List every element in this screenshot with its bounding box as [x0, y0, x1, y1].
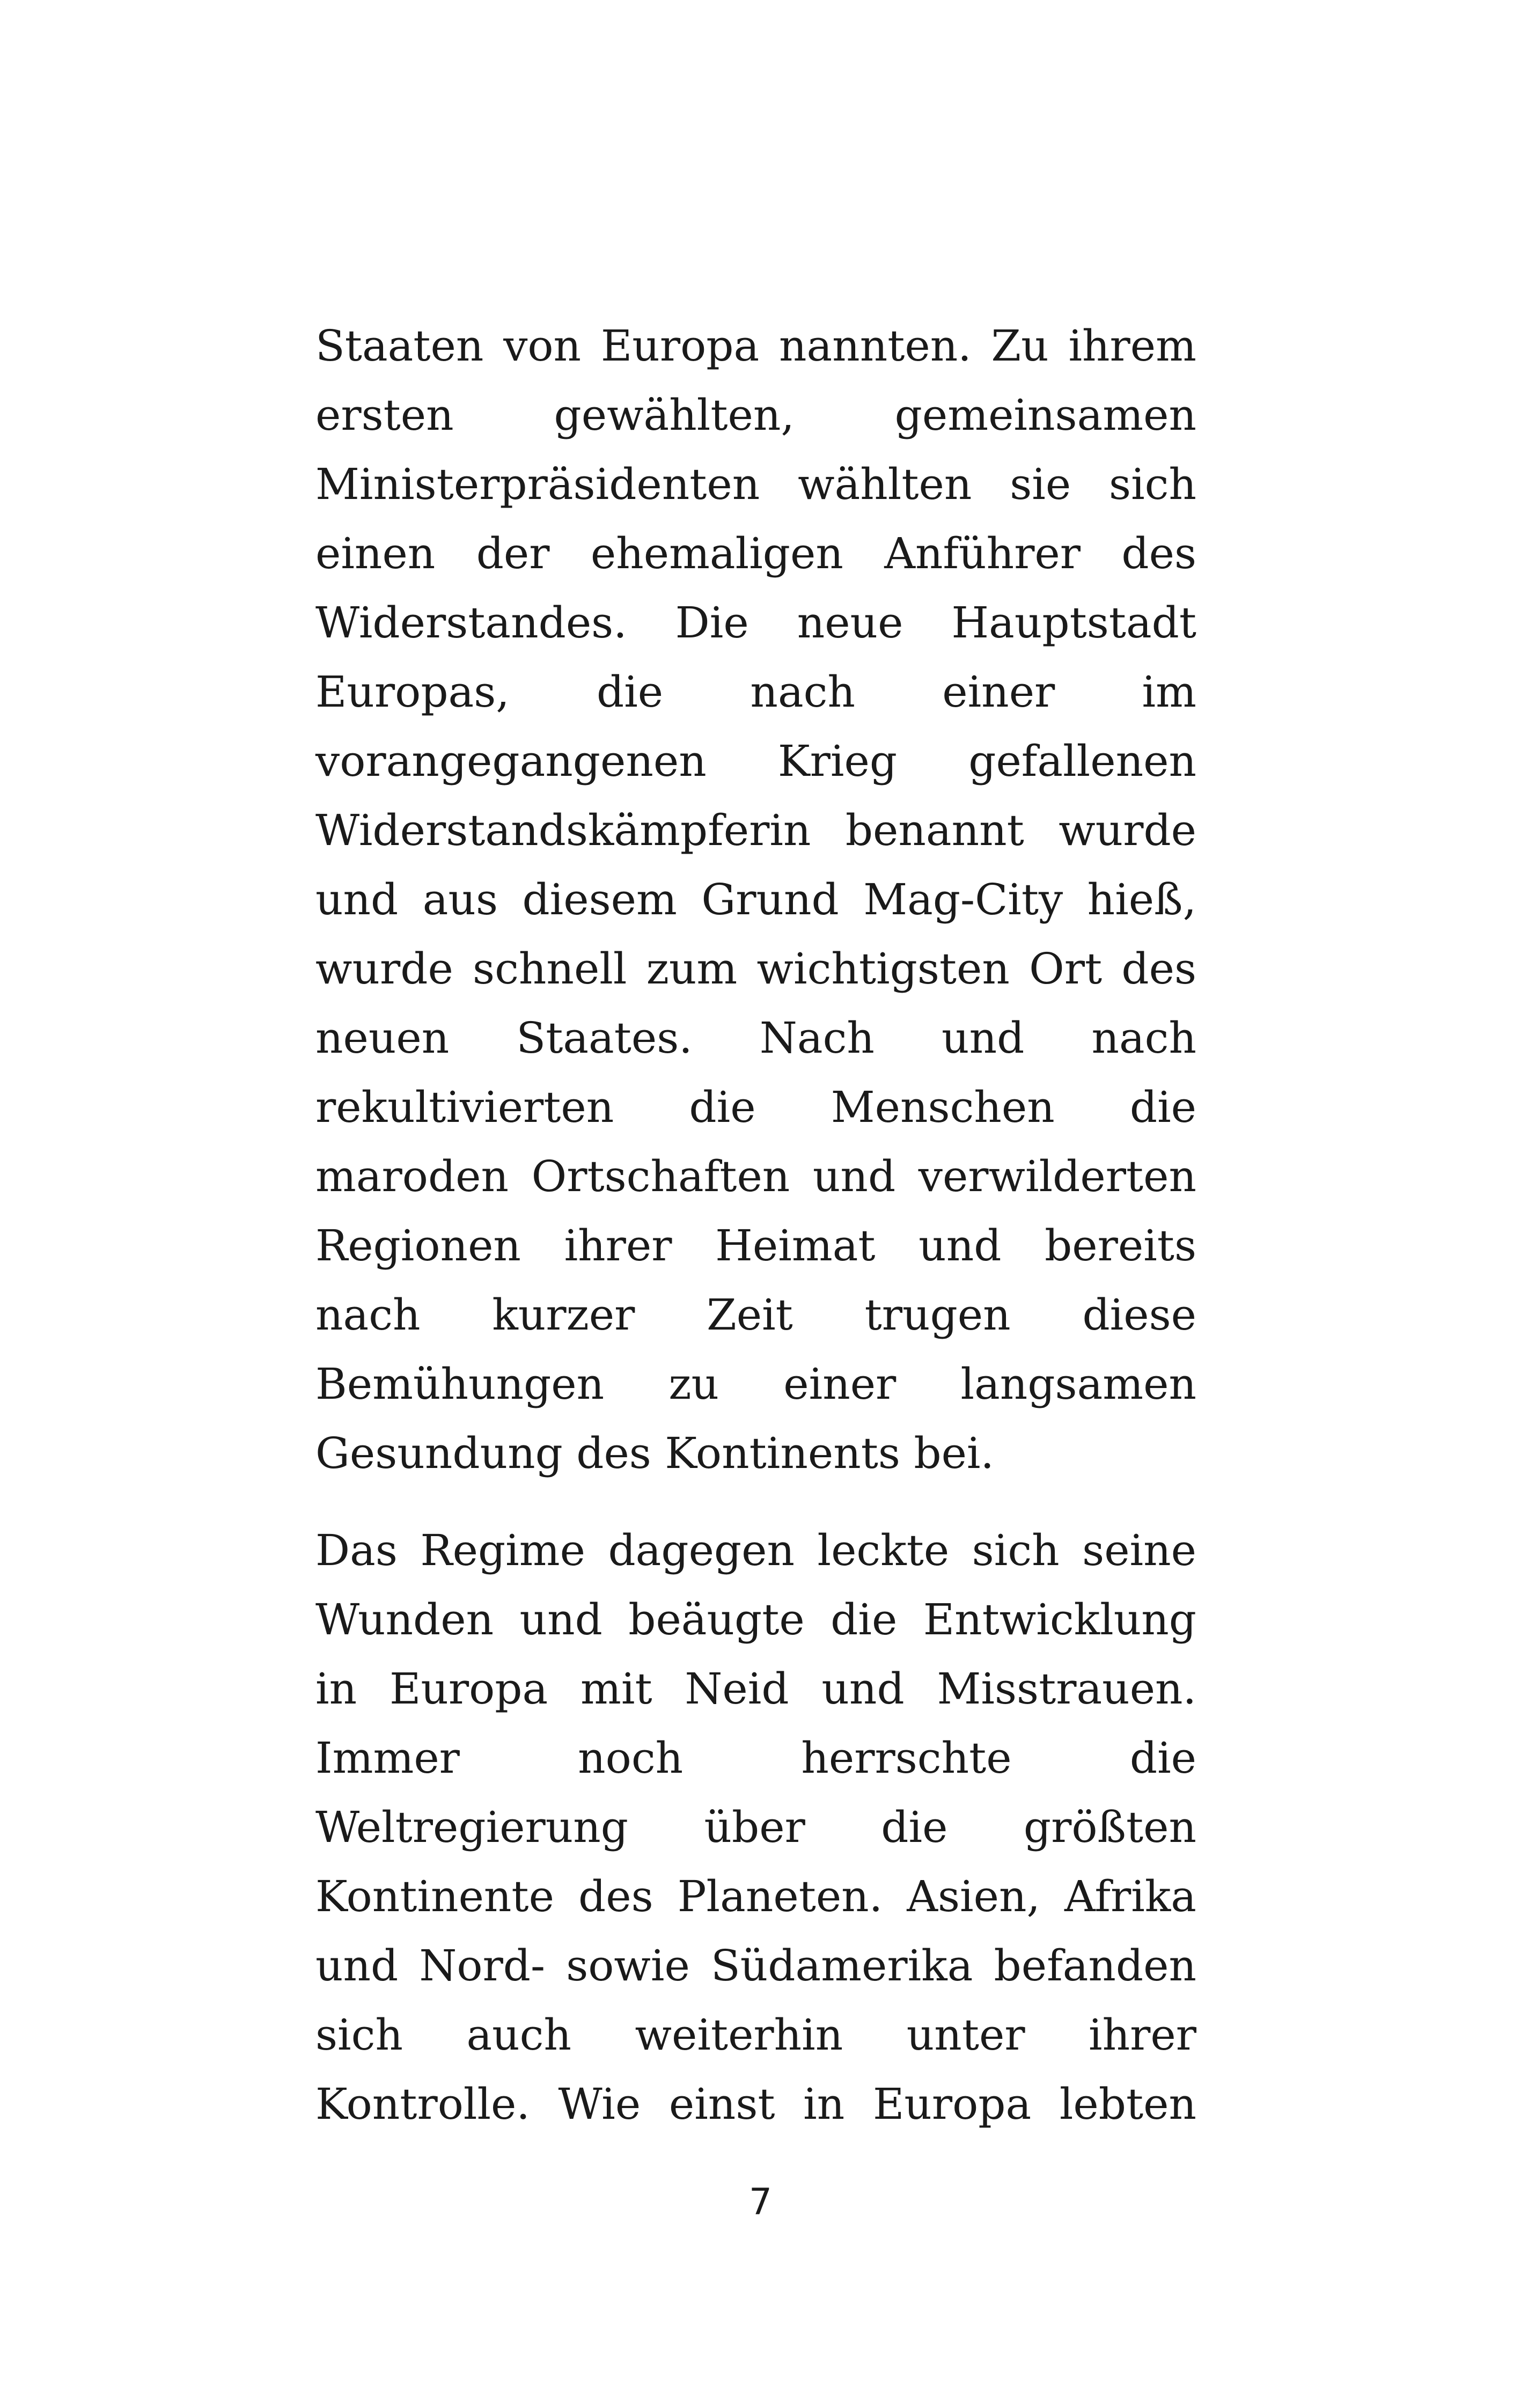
- text-line: Ministerpräsidenten wählten sie sich: [315, 459, 1196, 509]
- text-line: und aus diesem Grund Mag-City hieß,: [315, 875, 1196, 924]
- text-line: Regionen ihrer Heimat und bereits: [315, 1221, 1196, 1271]
- text-line: nach kurzer Zeit trugen diese: [315, 1290, 1196, 1340]
- text-line: sich auch weiterhin unter ihrer: [315, 2010, 1196, 2060]
- text-line: Europas, die nach einer im: [315, 667, 1196, 717]
- text-line: ersten gewählten, gemeinsamen: [315, 390, 1196, 440]
- text-line: rekultivierten die Menschen die: [315, 1082, 1196, 1132]
- text-line: maroden Ortschaften und verwilderten: [315, 1151, 1196, 1201]
- page-number: 7: [748, 2181, 773, 2223]
- text-line: Gesundung des Kontinents bei.: [315, 1428, 994, 1478]
- text-line: neuen Staates. Nach und nach: [315, 1013, 1196, 1063]
- text-line: und Nord- sowie Südamerika befanden: [315, 1941, 1196, 1991]
- text-line: Wunden und beäugte die Entwicklung: [315, 1595, 1196, 1645]
- text-line: Bemühungen zu einer langsamen: [315, 1359, 1196, 1409]
- text-line: Kontinente des Planeten. Asien, Afrika: [315, 1871, 1196, 1921]
- text-line: Das Regime dagegen leckte sich seine: [315, 1525, 1196, 1575]
- text-line: vorangegangenen Krieg gefallenen: [315, 736, 1196, 786]
- text-line: wurde schnell zum wichtigsten Ort des: [315, 944, 1196, 994]
- text-line: Kontrolle. Wie einst in Europa lebten: [315, 2079, 1196, 2129]
- text-line: Widerstandes. Die neue Hauptstadt: [315, 598, 1196, 648]
- text-line: einen der ehemaligen Anführer des: [315, 528, 1196, 578]
- text-line: Immer noch herrschte die: [315, 1733, 1196, 1783]
- text-line: Staaten von Europa nannten. Zu ihrem: [315, 321, 1196, 371]
- text-line: in Europa mit Neid und Misstrauen.: [315, 1664, 1196, 1714]
- text-line: Weltregierung über die größten: [315, 1802, 1196, 1852]
- text-line: Widerstandskämpferin benannt wurde: [315, 805, 1196, 855]
